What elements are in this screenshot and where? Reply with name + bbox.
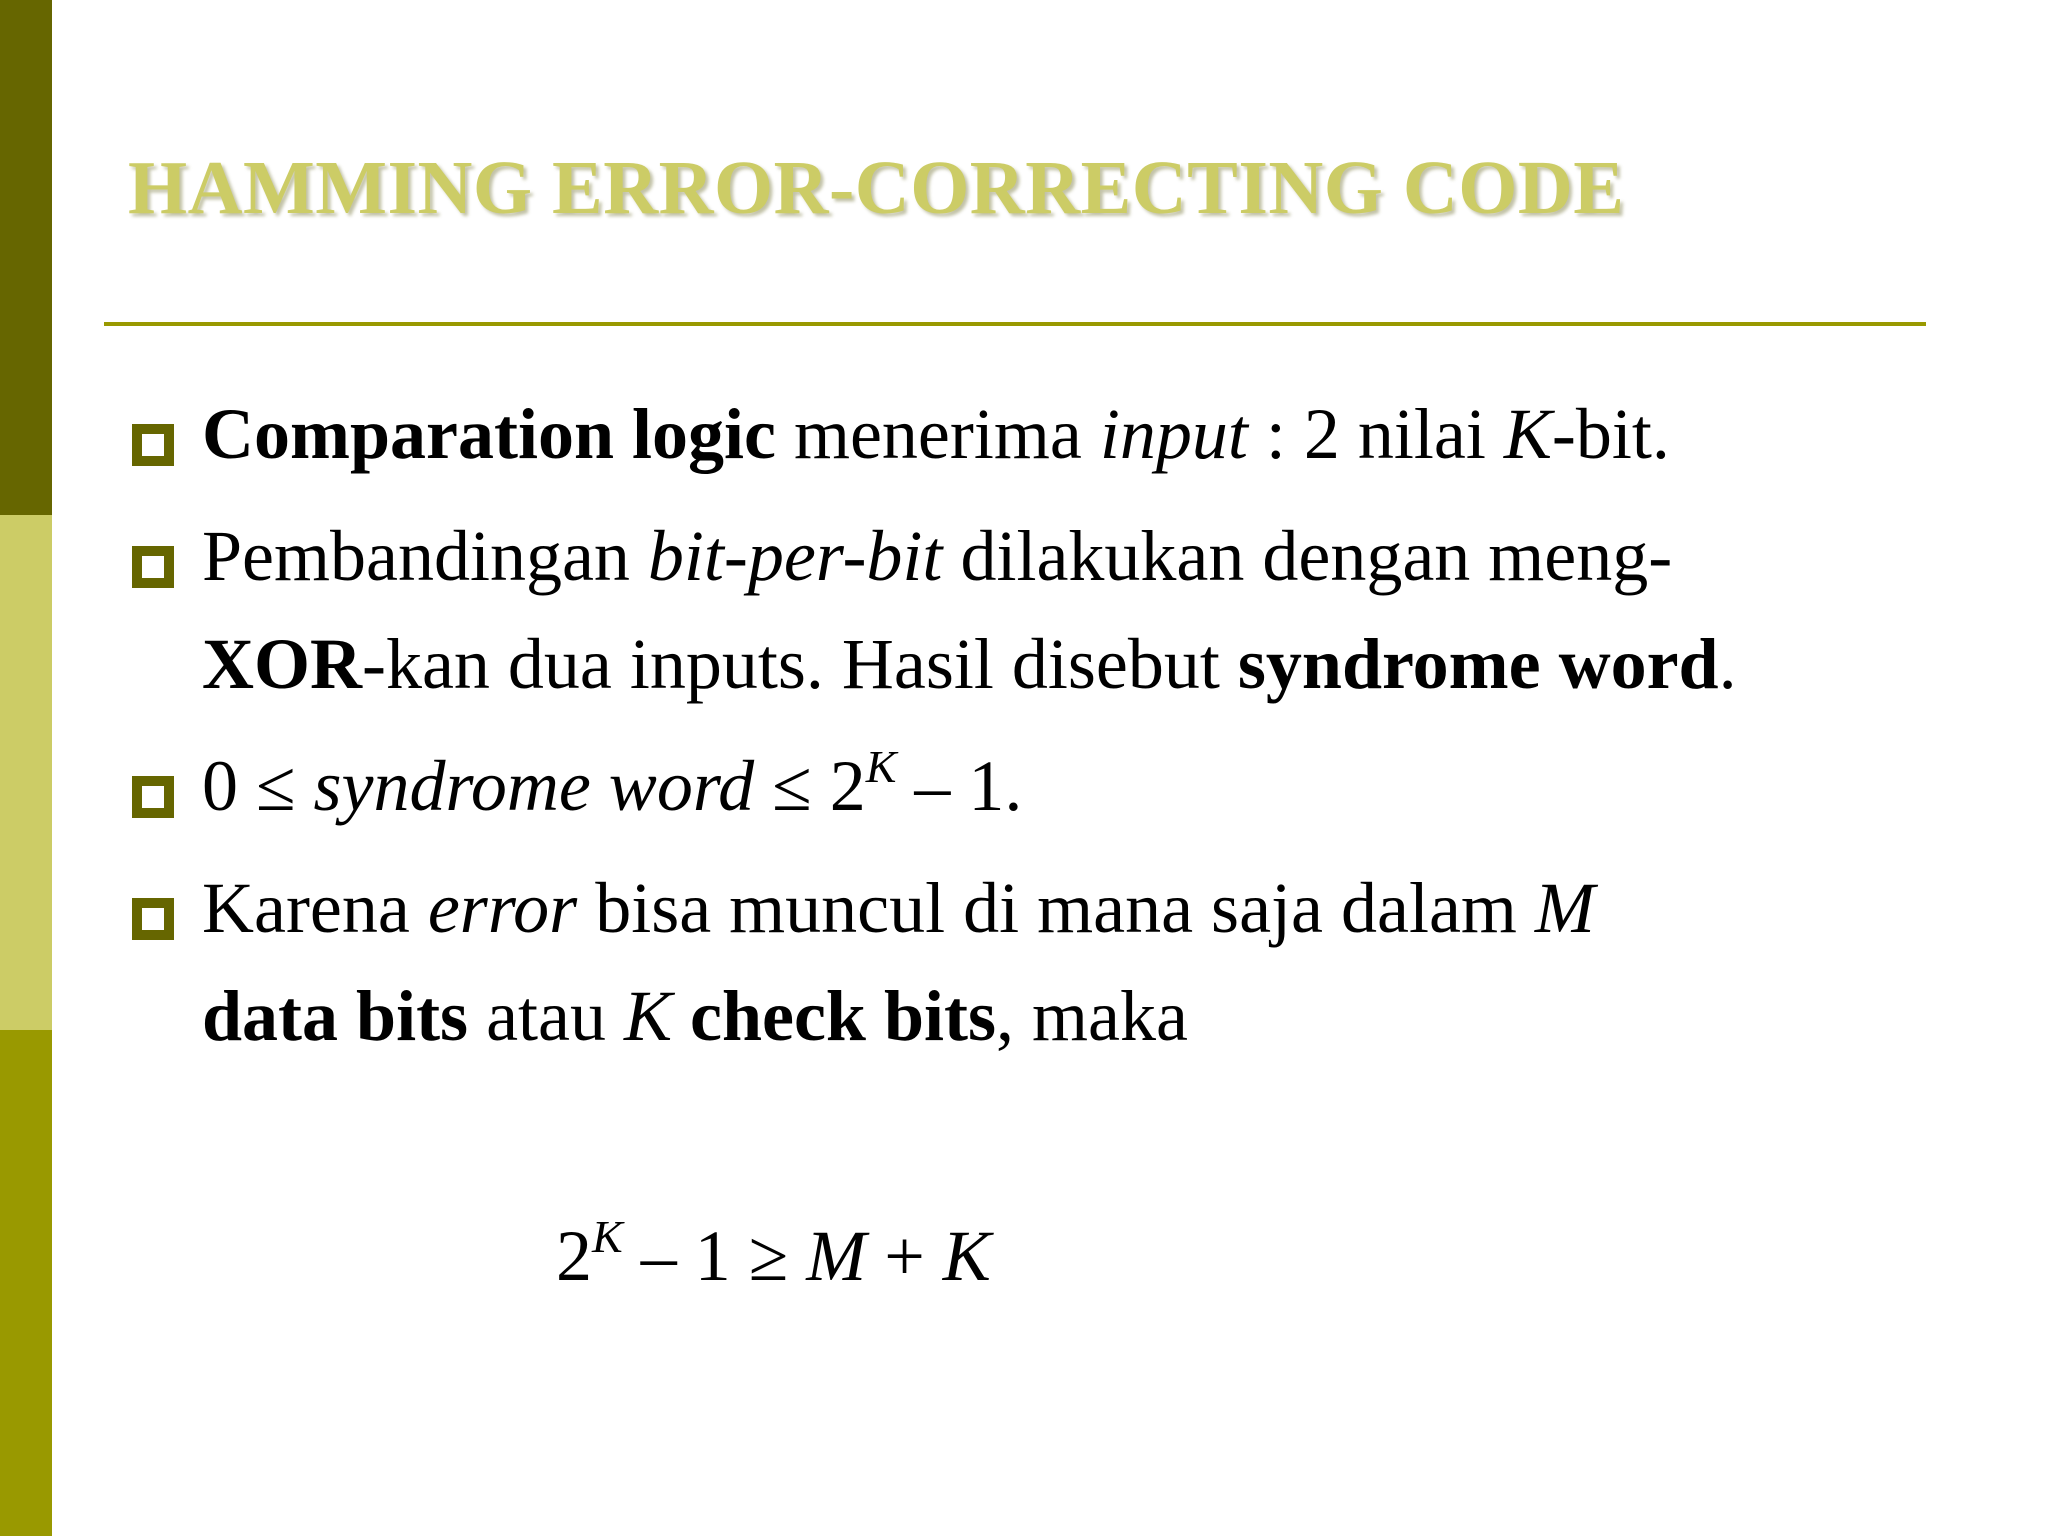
bullet-item-pembandingan (128, 502, 1948, 718)
bullet-item-karena-error (128, 854, 1948, 1070)
hollow-square-icon (132, 546, 174, 588)
bullet-text: Karena error bisa muncul di mana saja dalam M data bits atau K check bits, maka (202, 868, 1595, 1056)
bullet-item-syndrome-range (128, 732, 1948, 840)
slide-title: HAMMING ERROR-CORRECTING CODE (128, 146, 1625, 230)
hollow-square-icon (132, 898, 174, 940)
bullet-text: 0 ≤ syndrome word ≤ $2^K - 1$. (202, 741, 1023, 826)
side-bar-middle (0, 515, 52, 1030)
hollow-square-icon (132, 776, 174, 818)
side-bar-top (0, 0, 52, 515)
hamming-inequality-formula: $2^K - 1 \ge M + K$ (556, 1211, 991, 1296)
bullet-text: Pembandingan bit-per-bit dilakukan dengan meng- XOR-kan dua inputs. Hasil disebut syndrome word. (202, 516, 1737, 704)
side-bar-bottom (0, 1030, 52, 1536)
bullet-list (128, 380, 1948, 1084)
bullet-item-comparation-logic (128, 380, 1948, 488)
title-divider (104, 322, 1926, 326)
bullet-text: Comparation logic menerima input : 2 nilai K-bit. (202, 394, 1670, 474)
hollow-square-icon (132, 424, 174, 466)
